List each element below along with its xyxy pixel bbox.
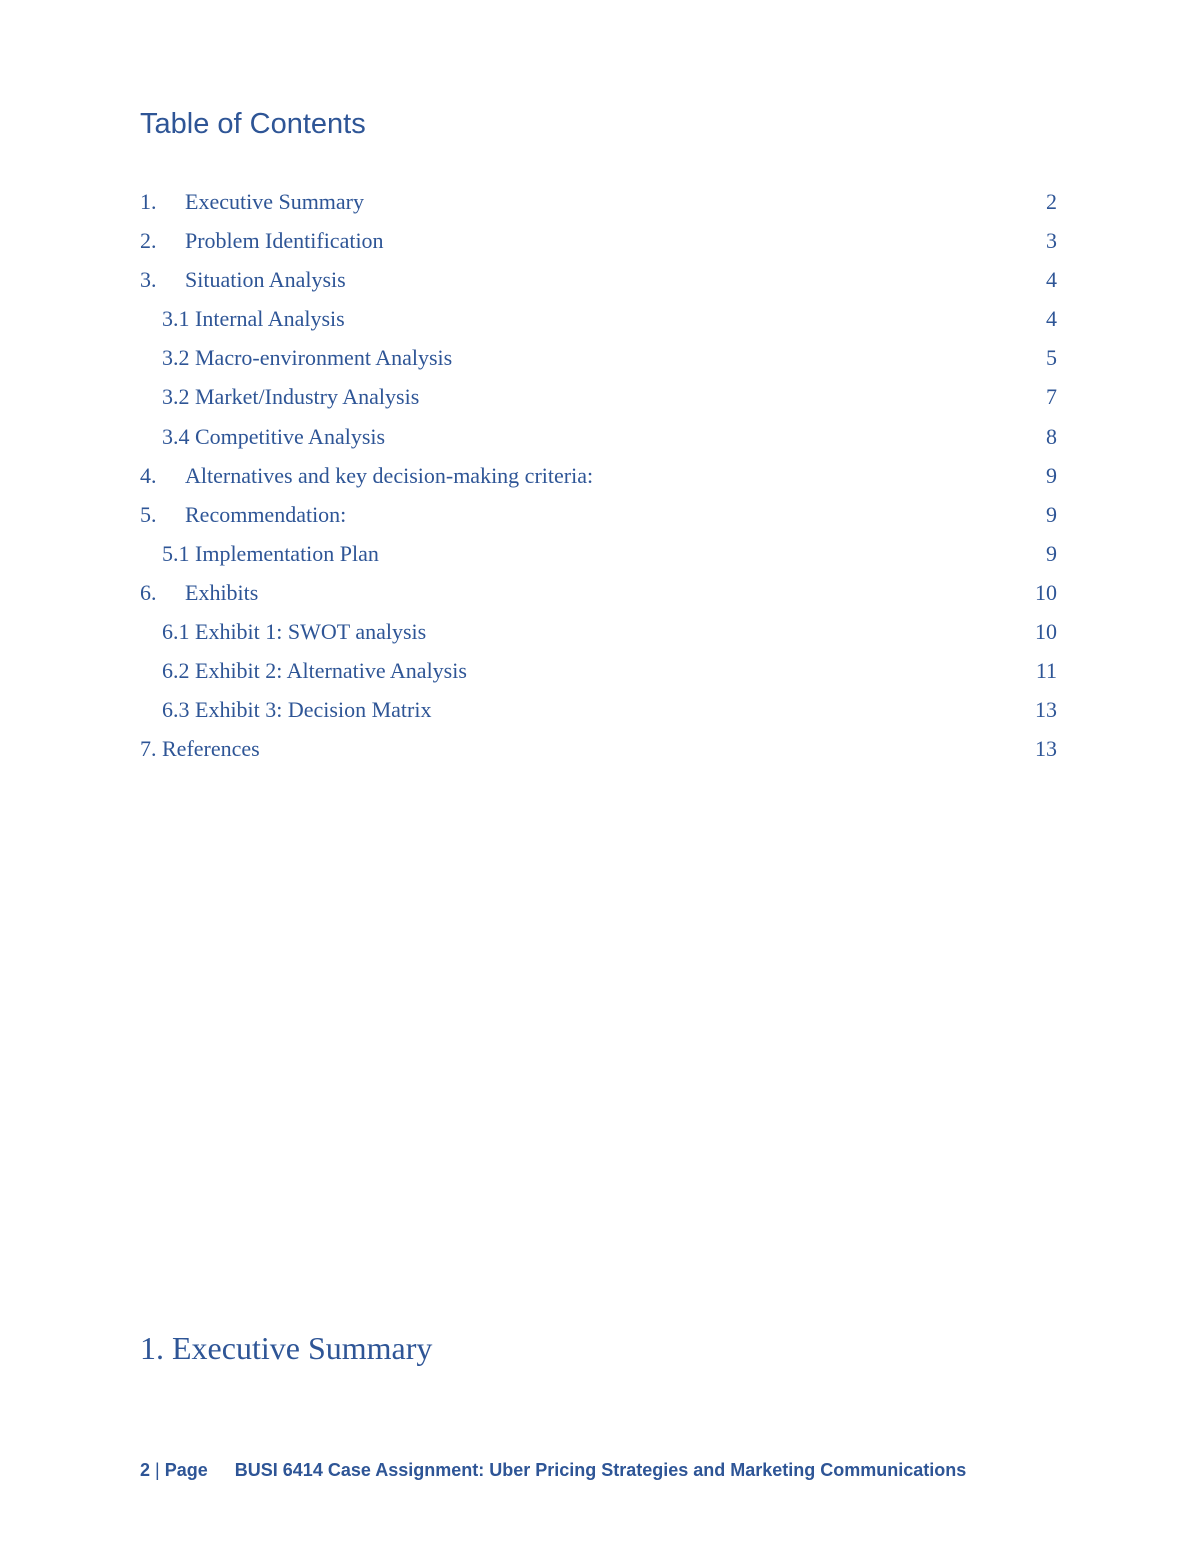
toc-entry[interactable] xyxy=(140,457,1060,496)
toc-entry[interactable] xyxy=(140,496,1060,535)
toc-entry-page: 3 xyxy=(1046,228,1057,254)
toc-entry-label: 3.4 Competitive Analysis xyxy=(162,423,386,449)
toc-subentry[interactable] xyxy=(140,652,1060,691)
toc-entry-label: Alternatives and key decision-making criteria: xyxy=(185,462,594,488)
toc-entry-page: 4 xyxy=(1046,267,1057,293)
toc-entry[interactable] xyxy=(140,222,1060,261)
toc-entry-label: Situation Analysis xyxy=(185,267,346,293)
toc-subentry[interactable] xyxy=(140,613,1060,652)
toc-entry[interactable] xyxy=(140,574,1060,613)
toc-entry-number: 5. xyxy=(140,501,157,527)
toc-entry-page: 11 xyxy=(1035,658,1057,684)
toc-entry-number: 6. xyxy=(140,579,157,605)
toc-entry-label: Recommendation: xyxy=(185,501,347,527)
toc-subentry[interactable] xyxy=(140,339,1060,378)
toc-entry-label: Problem Identification xyxy=(185,228,384,254)
toc-entry-label: Executive Summary xyxy=(185,189,365,214)
toc-entry-label: 6.1 Exhibit 1: SWOT analysis xyxy=(162,619,427,645)
toc-entry-page: 13 xyxy=(1035,736,1057,762)
toc-entry-label: 6.3 Exhibit 3: Decision Matrix xyxy=(162,697,432,723)
toc-entry-label: 7. References xyxy=(140,736,260,762)
footer-separator: | xyxy=(155,1460,160,1480)
toc-entry-page: 13 xyxy=(1035,697,1057,723)
toc-subentry[interactable] xyxy=(140,535,1060,574)
toc-entry-page: 10 xyxy=(1035,619,1057,645)
toc-entry-page: 8 xyxy=(1046,423,1057,449)
toc-entry[interactable] xyxy=(140,730,1060,769)
footer-page-word: Page xyxy=(164,1460,208,1480)
toc-entry-label: 6.2 Exhibit 2: Alternative Analysis xyxy=(162,658,467,684)
toc-entry-number: 1. xyxy=(140,189,157,214)
toc-entry-page: 9 xyxy=(1046,501,1057,527)
toc-entry-number: 4. xyxy=(140,462,157,488)
toc-list xyxy=(140,183,1060,769)
toc-entry-label: 5.1 Implementation Plan xyxy=(162,540,379,566)
toc-entry-page: 10 xyxy=(1035,579,1057,605)
toc-title: Table of Contents xyxy=(140,108,366,140)
toc-subentry[interactable] xyxy=(140,300,1060,339)
page-footer xyxy=(140,1460,966,1481)
footer-page-number: 2 xyxy=(140,1460,151,1480)
toc-subentry[interactable] xyxy=(140,418,1060,457)
section-heading: 1. Executive Summary xyxy=(140,1330,433,1366)
toc-entry-number: 2. xyxy=(140,228,157,254)
toc-subentry[interactable] xyxy=(140,378,1060,417)
toc-entry[interactable] xyxy=(140,183,1060,222)
toc-entry-page: 9 xyxy=(1046,462,1057,488)
footer-running-title: BUSI 6414 Case Assignment: Uber Pricing Strategies and Marketing Communications xyxy=(234,1460,967,1480)
toc-entry[interactable] xyxy=(140,261,1060,300)
toc-entry-page: 2 xyxy=(1046,189,1057,214)
toc-entry-page: 5 xyxy=(1046,345,1057,371)
toc-subentry[interactable] xyxy=(140,691,1060,730)
toc-entry-label: 3.2 Macro-environment Analysis xyxy=(162,345,453,371)
toc-entry-label: Exhibits xyxy=(185,579,259,605)
toc-entry-page: 9 xyxy=(1046,540,1057,566)
toc-entry-page: 4 xyxy=(1046,306,1057,332)
toc-entry-label: 3.1 Internal Analysis xyxy=(162,306,345,332)
toc-entry-label: 3.2 Market/Industry Analysis xyxy=(162,384,420,410)
toc-entry-number: 3. xyxy=(140,267,157,293)
toc-entry-page: 7 xyxy=(1046,384,1057,410)
